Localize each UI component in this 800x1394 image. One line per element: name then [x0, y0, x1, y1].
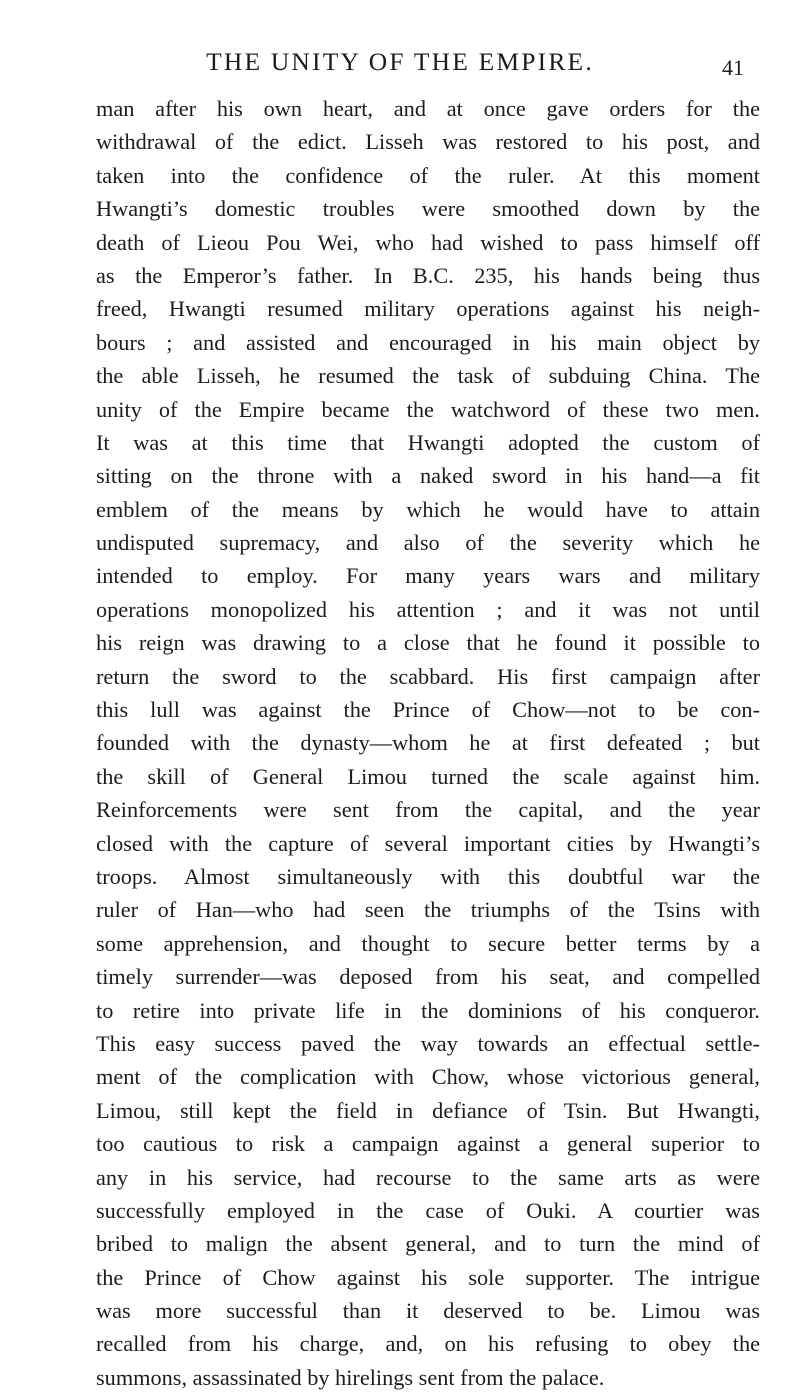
- text-line: this lull was against the Prince of Chow—not to be con-: [96, 697, 760, 723]
- text-line: the skill of General Limou turned the scale against him.: [96, 763, 760, 789]
- text-line: emblem of the means by which he would have to attain: [96, 496, 760, 522]
- text-line: intended to employ. For many years wars and military: [96, 563, 760, 589]
- text-line: too cautious to risk a campaign against a general superior to: [96, 1131, 760, 1157]
- text-line: the able Lisseh, he resumed the task of subduing China. The: [96, 363, 760, 389]
- text-line: sitting on the throne with a naked sword in his hand—a fit: [96, 463, 760, 489]
- text-line: as the Emperor’s father. In B.C. 235, his hands being thus: [96, 262, 760, 288]
- text-line: successfully employed in the case of Ouki. A courtier was: [96, 1197, 760, 1223]
- text-line: unity of the Empire became the watchword of these two men.: [96, 396, 760, 422]
- text-line: ruler of Han—who had seen the triumphs of the Tsins with: [96, 897, 760, 923]
- body-text: [96, 92, 760, 1394]
- text-line: the Prince of Chow against his sole supporter. The intrigue: [96, 1264, 760, 1290]
- text-line: founded with the dynasty—whom he at first defeated ; but: [96, 730, 760, 756]
- text-line: ment of the complication with Chow, whose victorious general,: [96, 1064, 760, 1090]
- text-line: troops. Almost simultaneously with this doubtful war the: [96, 863, 760, 889]
- text-line: bours ; and assisted and encouraged in his main object by: [96, 329, 760, 355]
- text-line: bribed to malign the absent general, and to turn the mind of: [96, 1231, 760, 1257]
- text-line: taken into the confidence of the ruler. At this moment: [96, 162, 760, 188]
- text-line: any in his service, had recourse to the same arts as were: [96, 1164, 760, 1190]
- text-line: operations monopolized his attention ; and it was not until: [96, 596, 760, 622]
- text-line: recalled from his charge, and, on his refusing to obey the: [96, 1331, 760, 1357]
- text-line: closed with the capture of several important cities by Hwangti’s: [96, 830, 760, 856]
- text-line: Hwangti’s domestic troubles were smoothed down by the: [96, 196, 760, 222]
- text-line: was more successful than it deserved to be. Limou was: [96, 1298, 760, 1324]
- text-line: It was at this time that Hwangti adopted the custom of: [96, 429, 760, 455]
- text-line: to retire into private life in the dominions of his conqueror.: [96, 997, 760, 1023]
- text-line: This easy success paved the way towards an effectual settle-: [96, 1030, 760, 1056]
- text-line: death of Lieou Pou Wei, who had wished to pass himself off: [96, 229, 760, 255]
- running-head: [0, 44, 800, 80]
- page-number: 41: [722, 55, 744, 80]
- text-line: Limou, still kept the field in defiance of Tsin. But Hwangti,: [96, 1097, 760, 1123]
- text-line: man after his own heart, and at once gave orders for the: [96, 96, 760, 121]
- text-line: return the sword to the scabbard. His first campaign after: [96, 663, 760, 689]
- text-line: withdrawal of the edict. Lisseh was restored to his post, and: [96, 129, 760, 155]
- text-line: timely surrender—was deposed from his seat, and compelled: [96, 964, 760, 990]
- text-line: freed, Hwangti resumed military operations against his neigh-: [96, 296, 760, 322]
- text-line: some apprehension, and thought to secure better terms by a: [96, 930, 760, 956]
- text-line: undisputed supremacy, and also of the severity which he: [96, 530, 760, 556]
- text-line: summons, assassinated by hirelings sent from the palace.: [96, 1364, 605, 1390]
- text-line: Reinforcements were sent from the capital, and the year: [96, 797, 760, 823]
- text-line: his reign was drawing to a close that he found it possible to: [96, 630, 760, 656]
- running-title: THE UNITY OF THE EMPIRE.: [206, 47, 594, 76]
